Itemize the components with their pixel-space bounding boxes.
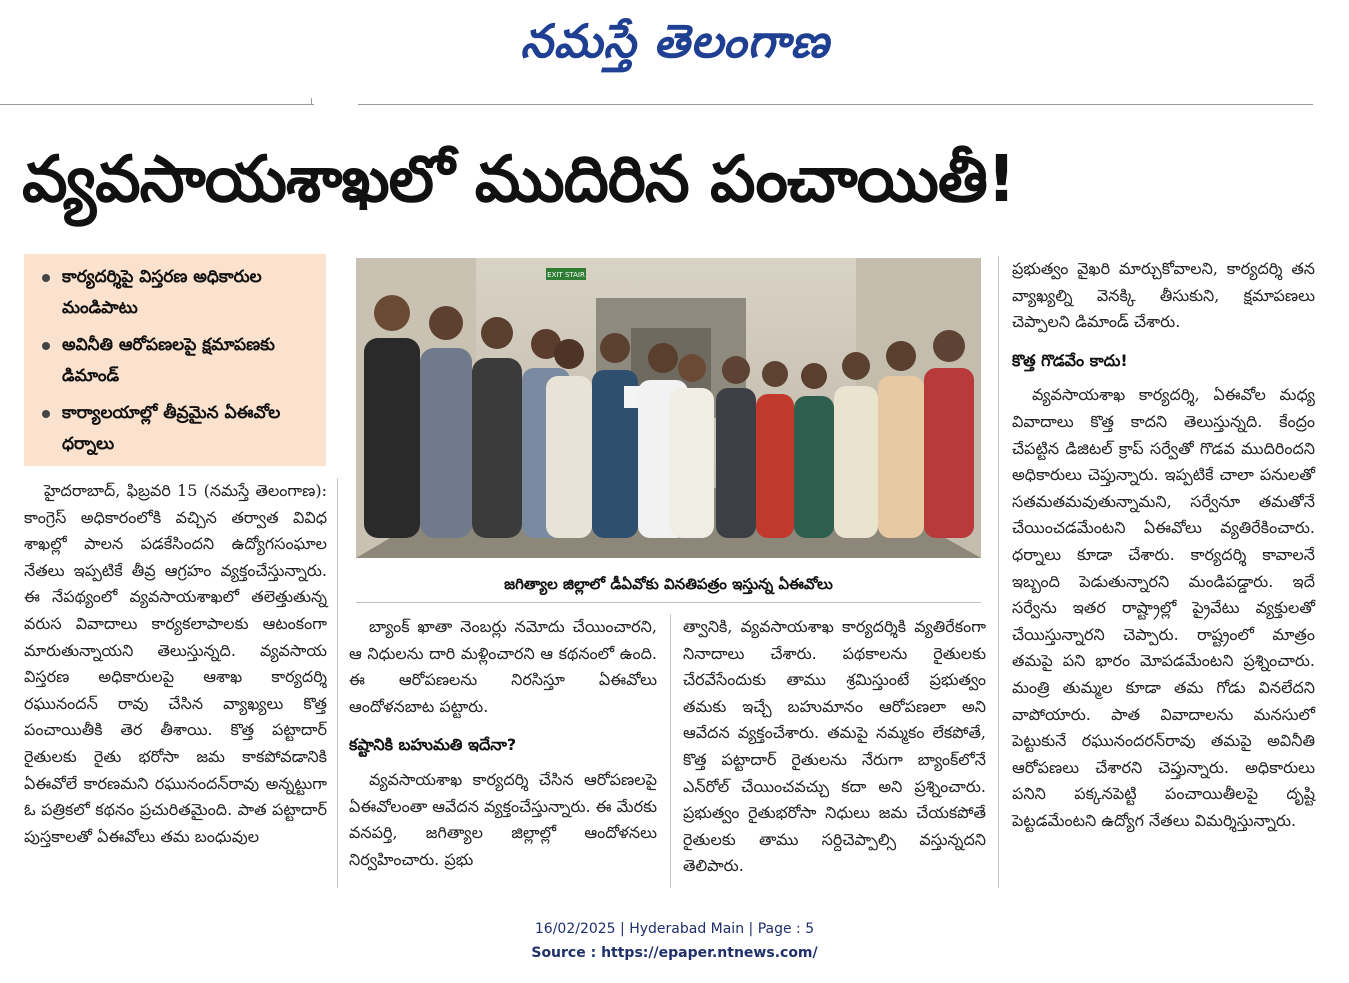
column-1-text: హైదరాబాద్, ఫిబ్రవరి 15 (నమస్తే తెలంగాణ): కాంగ్రెస్ అధికారంలోకి వచ్చిన తర్వాత వివిధ శాఖల్లో పాలన పడకేసిందని ఉద్యోగసంఘాల నేతలు ఇప్పటికే తీవ్ర ఆగ్రహం వ్యక్తంచేస్తున్నారు. ఈ నేపథ్యంలో వ్యవసాయశాఖలో తలెత్తుతున్న వరుస వివాదాలు కార్యకలాపాలకు ఆటంకంగా మారుతున్నాయని తెలుస్తున్నది. వ్యవసాయ విస్తరణ అధికారులపై ఆశాఖ కార్యదర్శి రఘునందన్ రావు చేసిన వ్యాఖ్యలు కొత్త పంచాయితీకి తెర తీశాయి. కొత్త పట్టాదార్ రైతులకు రైతు భరోసా జమ కాకపోవడానికి ఏఈవోలే కారణమని రఘునందన్‌రావు అన్నట్టుగా ఓ పత్రికలో కథనం ప్రచురితమైంది. పాత పట్టాదార్ పుస్తకాలతో ఏఈవోలు తమ బంధువుల	[24, 481, 327, 846]
highlights-box	[24, 254, 326, 466]
column-4-text: ప్రభుత్వం వైఖరి మార్చుకోవాలని, కార్యదర్శి తన వ్యాఖ్యల్ని వెనక్కి తీసుకుని, క్షమాపణలు చెప్పాలని డిమాండ్ చేశారు.	[1012, 259, 1315, 332]
bullet-icon	[42, 274, 50, 282]
subheading: కష్టానికి బహుమతి ఇదేనా?	[349, 735, 517, 755]
column-4	[1012, 256, 1315, 834]
exit-sign-text: EXIT STAIR	[547, 271, 585, 279]
highlight-item	[38, 330, 318, 392]
column-3-text: త్వానికి, వ్యవసాయశాఖ కార్యదర్శికి వ్యతిరేకంగా నినాదాలు చేశారు. పథకాలను రైతులకు చేరవేసేందుకు తాము శ్రమిస్తుంటే ప్రభుత్వం తమకు ఇచ్చే బహుమానం ఆరోపణలా అని ఆవేదన వ్యక్తంచేశారు. తమపై నమ్మకం లేకపోతే, కొత్త పట్టాదార్ రైతులను నేరుగా బ్యాంక్‌లోనే ఎన్‌రోల్ చేయించవచ్చు కదా అని ప్రశ్నించారు. ప్రభుత్వం రైతుభరోసా నిధులు జమ చేయకపోతే రైతులకు తాము సర్దిచెప్పాల్సి వస్తున్నదని తెలిపారు.	[683, 617, 986, 876]
column-2-text: బ్యాంక్ ఖాతా నెంబర్లు నమోదు చేయించారని, ఆ నిధులను దారి మళ్లించారని ఆ కథనంలో ఉంది. ఈ ఆరోపణలను నిరసిస్తూ ఏఈవోలు ఆందోళనబాట పట్టారు.	[349, 617, 657, 716]
masthead-logo: నమస్తే తెలంగాణ	[520, 14, 830, 68]
highlight-item	[38, 398, 318, 460]
group-photo-illustration	[356, 258, 981, 558]
highlight-text: అవినీతి ఆరోపణలపై క్షమాపణకు డిమాండ్	[62, 335, 275, 386]
column-divider	[670, 614, 671, 888]
bullet-icon	[42, 342, 50, 350]
divider-tick	[311, 98, 312, 105]
footer-date-line: 16/02/2025 | Hyderabad Main | Page : 5	[534, 921, 815, 937]
subheading: కొత్త గొడవేం కాదు!	[1012, 350, 1128, 370]
column-divider	[998, 256, 999, 888]
caption-divider	[356, 602, 981, 603]
column-1	[24, 478, 327, 850]
divider-left	[0, 104, 314, 105]
highlight-text: కార్యదర్శిపై విస్తరణ అధికారుల మండిపాటు	[62, 267, 262, 318]
column-divider	[337, 478, 338, 888]
highlight-text: కార్యాలయాల్లో తీవ్రమైన ఏఈవోల ధర్నాలు	[62, 403, 281, 454]
bullet-icon	[42, 410, 50, 418]
footer-source-line: Source : https://epaper.ntnews.com/	[531, 945, 818, 961]
column-3	[683, 614, 986, 880]
column-4-text: వ్యవసాయశాఖ కార్యదర్శి, ఏఈవోల మధ్య వివాదాలు కొత్త కాదని తెలుస్తున్నది. కేంద్రం చేపట్టిన డిజిటల్ క్రాప్ సర్వేతో గొడవ ముదిరిందని అధికారులు చెప్తున్నారు. ఇప్పటికే చాలా పనులతో సతమతమవుతున్నామని, సర్వేనూ తమతోనే చేయించడమేంటని ఏఈవోలు వ్యతిరేకించారు. ధర్నాలు కూడా చేశారు. కార్యదర్శి కావాలనే ఇబ్బంది పెడుతున్నారని మండిపడ్డారు. ఇదే సర్వేను ఇతర రాష్ట్రాల్లో ప్రైవేటు వ్యక్తులతో చేయిస్తున్నారని చెప్పారు. రాష్ట్రంలో మాత్రం తమపై పని భారం మోపడమేంటని ప్రశ్నించారు. మంత్రి తుమ్మల కూడా తమ గోడు వినలేదని వాపోయారు. పాత వివాదాలను మనసులో పెట్టుకునే రఘునందరన్‌రావు తమపై అవినీతి ఆరోపణలు చేశారని చెప్తున్నారు. అధికారులు పనిని పక్కనపెట్టి పంచాయితీలపై దృష్టి పెట్టడమేంటని ఉద్యోగ నేతలు విమర్శిస్తున్నారు.	[1012, 385, 1315, 830]
photo-caption: జగిత్యాల జిల్లాలో డీఏవోకు వినతిపత్రం ఇస్తున్న ఏఈవోలు	[504, 575, 833, 593]
article-headline: వ్యవసాయశాఖలో ముదిరిన పంచాయితీ!	[22, 143, 1016, 217]
divider-right	[358, 104, 1313, 105]
article-photo	[356, 258, 981, 558]
column-2-text: వ్యవసాయశాఖ కార్యదర్శి చేసిన ఆరోపణలపై ఏఈవోలంతా ఆవేదన వ్యక్తంచేస్తున్నారు. ఈ మేరకు వనపర్తి, జగిత్యాల జిల్లాల్లో ఆందోళనలు నిర్వహించారు. ప్రభు	[349, 769, 657, 869]
highlight-item	[38, 262, 318, 324]
column-2	[349, 614, 657, 873]
